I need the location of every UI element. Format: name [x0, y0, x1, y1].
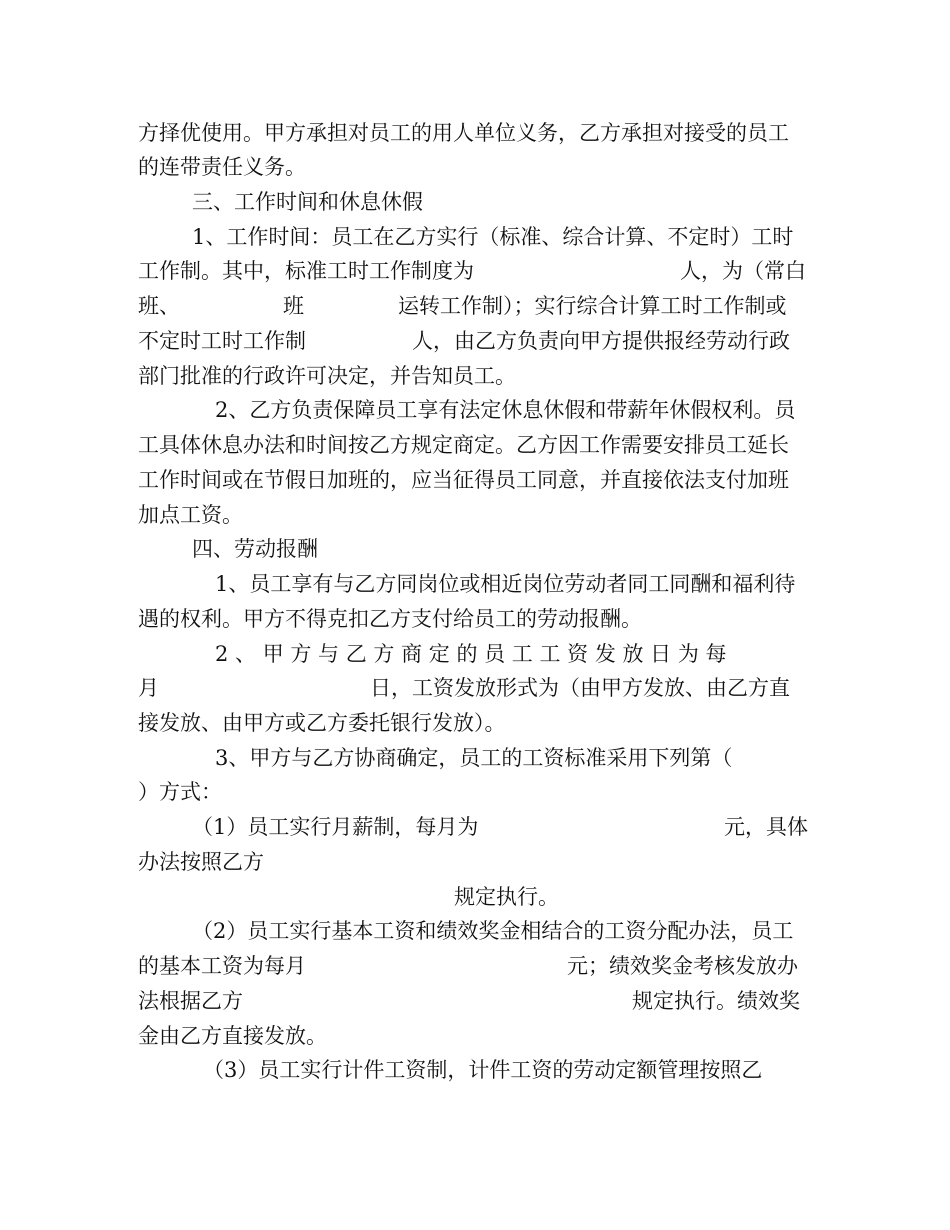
text-line: 规定执行。: [454, 885, 559, 909]
section-heading: 三、工作时间和休息休假: [192, 190, 423, 214]
text-line: 金由乙方直接发放。: [138, 1024, 327, 1048]
text-line: 加点工资。: [138, 503, 243, 527]
text-line: （1）员工实行月薪制，每月为: [192, 815, 479, 839]
text-line: 遇的权利。甲方不得克扣乙方支付给员工的劳动报酬。: [138, 607, 642, 631]
text-line: 接发放、由甲方或乙方委托银行发放）。: [138, 711, 506, 735]
text-line: 人，由乙方负责向甲方提供报经劳动行政: [412, 329, 790, 353]
text-line: （3）员工实行计件工资制，计件工资的劳动定额管理按照乙: [203, 1058, 763, 1082]
text-line: 3、甲方与乙方协商确定，员工的工资标准采用下列第（: [215, 746, 733, 770]
text-line: 办法按照乙方: [138, 850, 264, 874]
text-line: 2 、 甲 方 与 乙 方 商 定 的 员 工 工 资 发 放 日 为 每: [215, 642, 727, 666]
text-line: 1、工作时间：员工在乙方实行（标准、综合计算、不定时）工时: [192, 225, 794, 249]
text-line: 部门批准的行政许可决定，并告知员工。: [138, 364, 516, 388]
text-line: 元；绩效奖金考核发放办: [567, 954, 798, 978]
text-line: 的基本工资为每月: [138, 954, 306, 978]
text-line: 2、乙方负责保障员工享有法定休息休假和带薪年休假权利。员: [215, 398, 796, 422]
text-line: 的连带责任义务。: [138, 155, 306, 179]
text-line: 不定时工时工作制: [138, 329, 306, 353]
text-line: 1、员工享有与乙方同岗位或相近岗位劳动者同工同酬和福利待: [215, 572, 796, 596]
text-line: 规定执行。绩效奖: [632, 989, 800, 1013]
text-line: 班、: [138, 294, 180, 318]
text-line: ）方式：: [138, 780, 222, 804]
text-line: 日，工资发放形式为（由甲方发放、由乙方直: [370, 676, 790, 700]
text-line: 方择优使用。甲方承担对员工的用人单位义务，乙方承担对接受的员工: [138, 121, 789, 145]
text-line: 月: [138, 676, 159, 700]
text-line: 班: [283, 294, 304, 318]
text-line: 工具体休息办法和时间按乙方规定商定。乙方因工作需要安排员工延长: [138, 433, 789, 457]
section-heading: 四、劳动报酬: [192, 537, 318, 561]
text-line: 工作制。其中，标准工时工作制度为: [138, 259, 474, 283]
text-line: 人，为（常白: [680, 259, 806, 283]
text-line: 法根据乙方: [138, 989, 243, 1013]
text-line: 运转工作制）；实行综合计算工时工作制或: [398, 294, 787, 318]
text-line: （2）员工实行基本工资和绩效奖金相结合的工资分配办法，员工: [192, 919, 794, 943]
text-line: 工作时间或在节假日加班的，应当征得员工同意，并直接依法支付加班: [138, 468, 789, 492]
text-line: 元，具体: [724, 815, 808, 839]
